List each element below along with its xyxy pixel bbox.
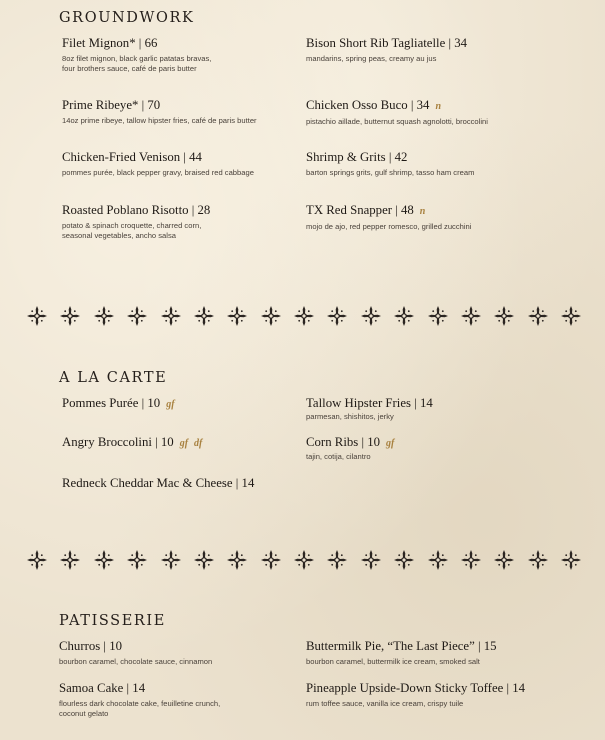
- ornate-cross-icon: [393, 549, 415, 571]
- menu-item: Corn Ribs | 10 gf tajin, cotija, cilantro: [306, 435, 395, 461]
- item-name: Shrimp & Grits: [306, 150, 386, 164]
- item-price: 42: [394, 150, 408, 164]
- item-price: 14: [241, 476, 255, 490]
- ornamental-divider: [26, 548, 582, 572]
- menu-item: Samoa Cake | 14 flourless dark chocolate cake, feuilletine crunch, coconut gelato: [59, 681, 221, 718]
- item-name: Samoa Cake: [59, 681, 124, 695]
- item-name: Prime Ribeye*: [62, 98, 139, 112]
- menu-item: Chicken Osso Buco | 34 n pistachio aillade, butternut squash agnolotti, broccolini: [306, 98, 488, 126]
- item-name: Bison Short Rib Tagliatelle: [306, 36, 446, 50]
- item-description: 14oz prime ribeye, tallow hipster fries, café de paris butter: [62, 116, 257, 125]
- ornate-cross-icon: [460, 549, 482, 571]
- item-name: Roasted Poblano Risotto: [62, 203, 189, 217]
- item-price: 14: [132, 681, 146, 695]
- item-price: 15: [483, 639, 497, 653]
- item-price: 44: [189, 150, 202, 164]
- item-description: flourless dark chocolate cake, feuilletine crunch,: [59, 699, 221, 708]
- ornate-cross-icon: [260, 305, 282, 327]
- item-description: four brothers sauce, café de paris butter: [62, 64, 197, 73]
- menu-item: Shrimp & Grits | 42 barton springs grits, gulf shrimp, tasso ham cream: [306, 150, 475, 177]
- item-price: 10: [160, 435, 174, 449]
- dietary-tag: n: [419, 206, 426, 217]
- ornate-cross-icon: [126, 549, 148, 571]
- item-name: Chicken-Fried Venison: [62, 150, 181, 164]
- dietary-tag: gf: [179, 438, 189, 449]
- menu-item: Pineapple Upside-Down Sticky Toffee | 14 rum toffee sauce, vanilla ice cream, crispy tuile: [306, 681, 526, 708]
- ornate-cross-icon: [427, 549, 449, 571]
- menu-item: Prime Ribeye* | 70 14oz prime ribeye, tallow hipster fries, café de paris butter: [62, 98, 257, 125]
- ornate-cross-icon: [26, 305, 48, 327]
- ornate-cross-icon: [260, 549, 282, 571]
- item-description: mojo de ajo, red pepper romesco, grilled zucchini: [306, 222, 472, 231]
- item-name: Pommes Purée: [62, 396, 139, 410]
- item-price: 70: [147, 98, 161, 112]
- menu-item: Pommes Purée | 10 gf: [62, 396, 175, 410]
- item-description: mandarins, spring peas, creamy au jus: [306, 54, 437, 63]
- item-description: rum toffee sauce, vanilla ice cream, crispy tuile: [306, 699, 464, 708]
- ornate-cross-icon: [560, 305, 582, 327]
- ornate-cross-icon: [293, 549, 315, 571]
- item-price: 10: [367, 435, 381, 449]
- dietary-tag: n: [435, 101, 441, 112]
- ornate-cross-icon: [160, 549, 182, 571]
- item-name: TX Red Snapper: [306, 203, 393, 217]
- ornate-cross-icon: [427, 305, 449, 327]
- ornamental-divider: [26, 304, 582, 328]
- section-title-a-la-carte: A LA CARTE: [59, 370, 168, 386]
- item-price: 66: [144, 36, 158, 50]
- menu-item: Roasted Poblano Risotto | 28 potato & spinach croquette, charred corn, seasonal vegetables, ancho salsa: [62, 203, 211, 240]
- item-description: 8oz filet mignon, black garlic patatas bravas,: [62, 54, 212, 63]
- item-description: parmesan, shishitos, jerky: [306, 412, 394, 421]
- item-price: 10: [147, 396, 161, 410]
- dietary-tag: df: [194, 438, 203, 449]
- item-description: barton springs grits, gulf shrimp, tasso ham cream: [306, 168, 475, 177]
- ornate-cross-icon: [226, 305, 248, 327]
- ornate-cross-icon: [126, 305, 148, 327]
- item-description: bourbon caramel, buttermilk ice cream, smoked salt: [306, 657, 480, 666]
- ornate-cross-icon: [59, 549, 81, 571]
- item-description: tajin, cotija, cilantro: [306, 452, 371, 461]
- ornate-cross-icon: [493, 305, 515, 327]
- item-price: 28: [197, 203, 211, 217]
- item-name: Pineapple Upside-Down Sticky Toffee: [306, 681, 504, 695]
- item-price: 48: [400, 203, 414, 217]
- item-price: 14: [420, 396, 433, 410]
- ornate-cross-icon: [93, 305, 115, 327]
- item-price: 34: [416, 98, 430, 112]
- menu-item: Tallow Hipster Fries | 14 parmesan, shishitos, jerky: [306, 396, 433, 421]
- item-name: Corn Ribs: [306, 435, 359, 449]
- ornate-cross-icon: [326, 549, 348, 571]
- item-description: bourbon caramel, chocolate sauce, cinnamon: [59, 657, 213, 666]
- ornate-cross-icon: [560, 549, 582, 571]
- ornate-cross-icon: [293, 305, 315, 327]
- ornate-cross-icon: [26, 549, 48, 571]
- ornate-cross-icon: [493, 549, 515, 571]
- menu-item: Churros | 10 bourbon caramel, chocolate sauce, cinnamon: [59, 639, 213, 666]
- section-title-patisserie: PATISSERIE: [59, 613, 166, 629]
- item-description: potato & spinach croquette, charred corn,: [62, 221, 202, 230]
- item-name: Chicken Osso Buco: [306, 98, 408, 112]
- menu-item: TX Red Snapper | 48 n mojo de ajo, red pepper romesco, grilled zucchini: [306, 203, 472, 231]
- item-price: 34: [454, 36, 468, 50]
- item-name: Buttermilk Pie, “The Last Piece”: [306, 639, 475, 653]
- menu-item: Filet Mignon* | 66 8oz filet mignon, black garlic patatas bravas, four brothers sauce, café de paris butter: [62, 36, 212, 73]
- menu-item: Buttermilk Pie, “The Last Piece” | 15 bourbon caramel, buttermilk ice cream, smoked salt: [306, 639, 497, 666]
- ornate-cross-icon: [226, 549, 248, 571]
- ornate-cross-icon: [527, 305, 549, 327]
- item-price: 10: [109, 639, 122, 653]
- item-name: Churros: [59, 639, 101, 653]
- item-price: 14: [512, 681, 526, 695]
- menu-item: Chicken-Fried Venison | 44 pommes purée, black pepper gravy, braised red cabbage: [62, 150, 254, 177]
- section-title-groundwork: GROUNDWORK: [59, 10, 195, 26]
- menu-item: Angry Broccolini | 10 gf df: [62, 435, 203, 449]
- ornate-cross-icon: [193, 549, 215, 571]
- item-name: Tallow Hipster Fries: [306, 396, 412, 410]
- item-description: pistachio aillade, butternut squash agnolotti, broccolini: [306, 117, 488, 126]
- ornate-cross-icon: [393, 305, 415, 327]
- ornate-cross-icon: [460, 305, 482, 327]
- item-description: coconut gelato: [59, 709, 109, 718]
- ornate-cross-icon: [59, 305, 81, 327]
- item-name: Redneck Cheddar Mac & Cheese: [62, 476, 233, 490]
- ornate-cross-icon: [527, 549, 549, 571]
- ornate-cross-icon: [326, 305, 348, 327]
- item-description: pommes purée, black pepper gravy, braised red cabbage: [62, 168, 254, 177]
- ornate-cross-icon: [160, 305, 182, 327]
- ornate-cross-icon: [360, 549, 382, 571]
- item-name: Filet Mignon*: [62, 36, 136, 50]
- menu-item: Bison Short Rib Tagliatelle | 34 mandarins, spring peas, creamy au jus: [306, 36, 468, 63]
- menu-item: Redneck Cheddar Mac & Cheese | 14: [62, 476, 255, 490]
- item-description: seasonal vegetables, ancho salsa: [62, 231, 176, 240]
- dietary-tag: gf: [166, 399, 175, 410]
- item-name: Angry Broccolini: [62, 435, 152, 449]
- ornate-cross-icon: [93, 549, 115, 571]
- dietary-tag: gf: [386, 438, 395, 449]
- ornate-cross-icon: [193, 305, 215, 327]
- ornate-cross-icon: [360, 305, 382, 327]
